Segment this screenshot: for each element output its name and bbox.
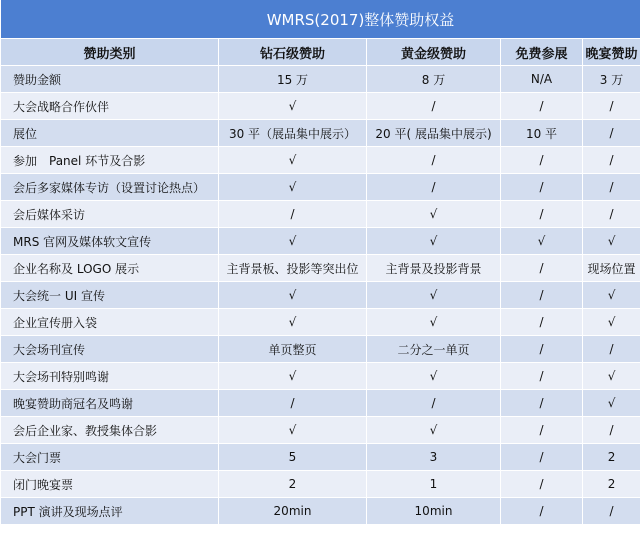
cell-category: 企业名称及 LOGO 展示: [1, 255, 219, 282]
cell-dinner: √: [583, 309, 640, 336]
table-row: [1, 174, 640, 201]
cell-category: 晚宴赞助商冠名及鸣谢: [1, 390, 219, 417]
cell-gold: /: [367, 93, 501, 120]
cell-category: 会后多家媒体专访（设置讨论热点）: [1, 174, 219, 201]
cell-dinner: /: [583, 498, 640, 525]
table-row: [1, 255, 640, 282]
cell-category: 大会场刊特别鸣谢: [1, 363, 219, 390]
cell-diamond: 5: [219, 444, 367, 471]
cell-free-exhibit: /: [501, 363, 583, 390]
table-row: [1, 336, 640, 363]
header-diamond: 钻石级赞助: [219, 39, 367, 66]
cell-category: 会后媒体采访: [1, 201, 219, 228]
cell-dinner: √: [583, 282, 640, 309]
cell-gold: 二分之一单页: [367, 336, 501, 363]
title-row: [1, 0, 640, 39]
cell-diamond: √: [219, 147, 367, 174]
table-row: [1, 417, 640, 444]
cell-diamond: √: [219, 309, 367, 336]
cell-diamond: 30 平（展品集中展示）: [219, 120, 367, 147]
cell-diamond: √: [219, 174, 367, 201]
cell-gold: 1: [367, 471, 501, 498]
cell-category: 参加 Panel 环节及合影: [1, 147, 219, 174]
table-row: [1, 120, 640, 147]
cell-diamond: 2: [219, 471, 367, 498]
cell-diamond: √: [219, 363, 367, 390]
cell-dinner: 现场位置: [583, 255, 640, 282]
cell-free-exhibit: /: [501, 201, 583, 228]
cell-free-exhibit: /: [501, 417, 583, 444]
cell-diamond: √: [219, 282, 367, 309]
cell-category: 展位: [1, 120, 219, 147]
header-row: [1, 39, 640, 66]
cell-diamond: /: [219, 201, 367, 228]
cell-gold: /: [367, 390, 501, 417]
cell-free-exhibit: /: [501, 336, 583, 363]
header-gold: 黄金级赞助: [367, 39, 501, 66]
cell-free-exhibit: /: [501, 174, 583, 201]
cell-diamond: 20min: [219, 498, 367, 525]
cell-dinner: √: [583, 228, 640, 255]
cell-dinner: /: [583, 417, 640, 444]
header-dinner: 晚宴赞助: [583, 39, 640, 66]
cell-gold: √: [367, 309, 501, 336]
cell-category: 企业宣传册入袋: [1, 309, 219, 336]
cell-diamond: √: [219, 417, 367, 444]
cell-category: 赞助金额: [1, 66, 219, 93]
cell-free-exhibit: /: [501, 390, 583, 417]
cell-diamond: 单页整页: [219, 336, 367, 363]
cell-free-exhibit: /: [501, 498, 583, 525]
cell-category: 大会场刊宣传: [1, 336, 219, 363]
cell-dinner: √: [583, 363, 640, 390]
cell-gold: /: [367, 174, 501, 201]
cell-gold: √: [367, 417, 501, 444]
cell-diamond: /: [219, 390, 367, 417]
cell-diamond: √: [219, 93, 367, 120]
cell-gold: 3: [367, 444, 501, 471]
header-free-exhibit: 免费参展: [501, 39, 583, 66]
table-row: [1, 228, 640, 255]
cell-dinner: 2: [583, 444, 640, 471]
cell-dinner: /: [583, 147, 640, 174]
table-row: [1, 498, 640, 525]
table-row: [1, 444, 640, 471]
table-row: [1, 309, 640, 336]
cell-free-exhibit: √: [501, 228, 583, 255]
cell-dinner: /: [583, 120, 640, 147]
cell-free-exhibit: /: [501, 255, 583, 282]
cell-dinner: /: [583, 174, 640, 201]
cell-dinner: /: [583, 201, 640, 228]
cell-dinner: √: [583, 390, 640, 417]
header-category: 赞助类别: [1, 39, 219, 66]
cell-free-exhibit: /: [501, 147, 583, 174]
table-body: [1, 0, 640, 525]
cell-diamond: 15 万: [219, 66, 367, 93]
cell-category: 大会统一 UI 宣传: [1, 282, 219, 309]
cell-dinner: 2: [583, 471, 640, 498]
cell-gold: √: [367, 363, 501, 390]
cell-category: 会后企业家、教授集体合影: [1, 417, 219, 444]
table-row: [1, 282, 640, 309]
cell-free-exhibit: /: [501, 471, 583, 498]
table-title: WMRS(2017)整体赞助权益: [266, 10, 455, 29]
table-row: [1, 201, 640, 228]
cell-free-exhibit: /: [501, 444, 583, 471]
cell-category: 闭门晚宴票: [1, 471, 219, 498]
cell-free-exhibit: 10 平: [501, 120, 583, 147]
table-row: [1, 66, 640, 93]
cell-free-exhibit: /: [501, 309, 583, 336]
cell-gold: √: [367, 282, 501, 309]
cell-free-exhibit: /: [501, 93, 583, 120]
table-row: [1, 390, 640, 417]
cell-gold: √: [367, 228, 501, 255]
cell-free-exhibit: N/A: [501, 66, 583, 93]
cell-gold: 10min: [367, 498, 501, 525]
cell-category: 大会门票: [1, 444, 219, 471]
cell-gold: 主背景及投影背景: [367, 255, 501, 282]
table-row: [1, 147, 640, 174]
cell-gold: √: [367, 201, 501, 228]
cell-dinner: 3 万: [583, 66, 640, 93]
cell-dinner: /: [583, 93, 640, 120]
cell-category: MRS 官网及媒体软文宣传: [1, 228, 219, 255]
cell-free-exhibit: /: [501, 282, 583, 309]
cell-diamond: 主背景板、投影等突出位: [219, 255, 367, 282]
cell-category: 大会战略合作伙伴: [1, 93, 219, 120]
table-row: [1, 471, 640, 498]
cell-dinner: /: [583, 336, 640, 363]
cell-gold: 8 万: [367, 66, 501, 93]
cell-gold: 20 平( 展品集中展示): [367, 120, 501, 147]
table-row: [1, 363, 640, 390]
cell-gold: /: [367, 147, 501, 174]
cell-category: PPT 演讲及现场点评: [1, 498, 219, 525]
cell-diamond: √: [219, 228, 367, 255]
table-row: [1, 93, 640, 120]
table-title-cell: [1, 0, 640, 39]
